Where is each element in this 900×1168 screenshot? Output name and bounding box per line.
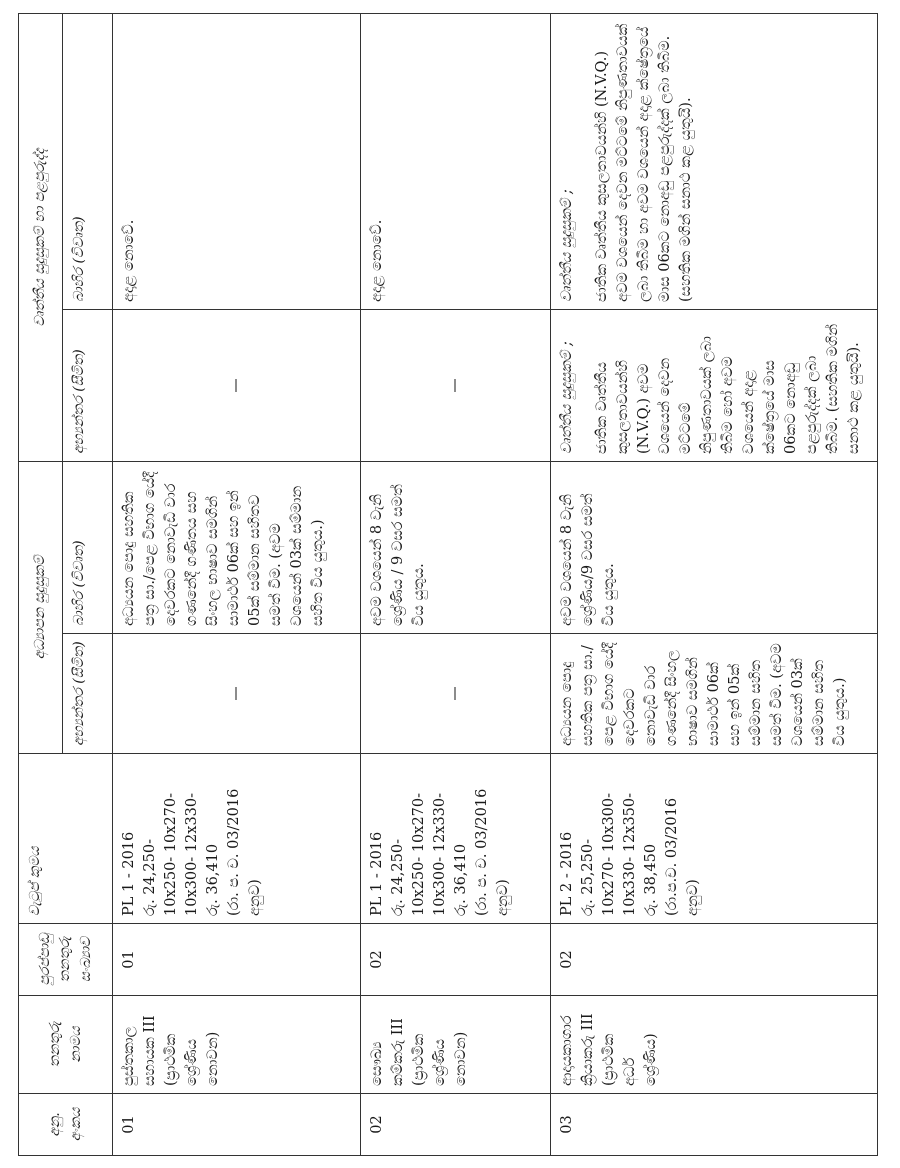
edu-internal: —: [113, 634, 361, 754]
header-vacancies: පුරප්පාඩු තනතුරු සංඛ්‍යාව: [19, 924, 113, 996]
row-no: 03: [551, 1094, 878, 1156]
voc-external-label: වෘත්තීය සුදුසුකම් ;: [559, 189, 575, 302]
header-vocational-quals: වෘත්තීය සුදුසුකම් හා පළපුරුද්ද: [19, 13, 63, 461]
header-voc-internal: අභ්‍යන්තර (සීමිත): [63, 309, 113, 461]
post-name: පුස්තකාල සහායක III (ප්‍රාථමික ශ්‍රේණිය නොවන): [113, 996, 361, 1094]
voc-external: අදාළ නොවේ.: [361, 13, 551, 309]
table-row: [551, 13, 878, 1155]
edu-internal: —: [361, 634, 551, 754]
voc-internal: —: [361, 309, 551, 461]
edu-external: අධ්‍යයන පොදු සහතික පත්‍ර සා./පෙළ විභාග යේදී දෙවරකට නොවැඩි වාර ගණනේදී ගණිතය සහ සිංහල භාෂාව සමගින් සාමාර්ථ 06ක් සහ ඉන් 05ක් සම්මාන සහිතව සමත් වීම. (අවම වශයෙන් 03ක් සම්මාන සහිත විය යුතුය.): [113, 461, 361, 633]
voc-internal: [551, 309, 878, 461]
table-row: [361, 13, 551, 1155]
post-name: සෞඛ්‍ය කම්කරු III (ප්‍රාථමික ශ්‍රේණිය නොවන): [361, 996, 551, 1094]
header-edu-external: බාහිර (විවෘත): [63, 461, 113, 633]
edu-external: අවම වශයෙන් 8 වැනි ශ්‍රේණිය/9 වසර සමත් විය යුතුය.: [551, 461, 878, 633]
header-post-name: තනතුරු නාමය: [19, 996, 113, 1094]
voc-internal-text: ජාතික වෘත්තීය කුසලතාවයන්හි (N.V.Q.) අවම වශයෙන් දෙවන මට්ටමේ නිපුණතාවයක් ලබා තිබීම හෝ අවම වශයෙන් අදාළ ක්ෂේත්‍රයේ මාස 06කට නොඅඩු පළපුරුද්දක් ලබා තිබීම. (සහතික මගින් සනාථ කළ යුතුයි).: [594, 323, 863, 454]
salary-scale: PL 1 - 2016 රු. 24,250- 10x250- 10x270- 10x300- 12x330- රු. 36,410 (රා. ප. ච. 03/2016 අනුව): [361, 754, 551, 924]
header-no: අනු. අංකය: [19, 1094, 113, 1156]
header-edu-internal: අභ්‍යන්තර (සීමිත): [63, 634, 113, 754]
voc-external: [551, 13, 878, 309]
row-no: 01: [113, 1094, 361, 1156]
header-salary: වැටුප් කුමය: [19, 754, 113, 924]
edu-external: අවම වශයෙන් 8 වැනි ශ්‍රේණිය / 9 වසර සමත් විය යුතුය.: [361, 461, 551, 633]
voc-external-text: ජාතික වෘත්තීය කුසලතාවයන්හි (N.V.Q.) අවම වශයෙන් දෙවන මට්ටමේ නිපුණතාවයක් ලබා තිබීම හා අවම වශයෙන් අදාළ ක්ෂේත්‍රයේ මාස 06කට නොඅඩු පළපුරුද්දක් ලබා තිබීම. (සහතික මගින් සනාථ කළ යුතුයි).: [594, 23, 695, 302]
table-row: [113, 13, 361, 1155]
row-no: 02: [361, 1094, 551, 1156]
vacancy-count: 02: [551, 924, 878, 996]
vacancy-table: [18, 13, 878, 1156]
header-edu-quals: අධ්‍යාපන සුදුසුකම්: [19, 461, 63, 753]
voc-internal: —: [113, 309, 361, 461]
vacancy-count: 02: [361, 924, 551, 996]
header-voc-external: බාහිර (විවෘත): [63, 13, 113, 309]
salary-scale: PL 2 - 2016 රු. 25,250- 10x270- 10x300- 10x330- 12x350- රු. 38,450 (රා.ප.ච. 03/2016 අනුව): [551, 754, 878, 924]
vacancy-count: 01: [113, 924, 361, 996]
voc-internal-label: වෘත්තීය සුදුසුකම් ;: [559, 341, 575, 454]
salary-scale: PL 1 - 2016 රු. 24,250- 10x250- 10x270- 10x300- 12x330- රු. 36,410 (රා. ප. ච. 03/2016 අනුව): [113, 754, 361, 924]
voc-external: අදාළ නොවේ.: [113, 13, 361, 309]
post-name: ආදායකාගාර ක්‍රියාකරු III (ප්‍රාථමික අර්ධ ශ්‍රේණිය): [551, 996, 878, 1094]
edu-internal: අධ්‍යයන පොදු සහතික පත්‍ර සා./පෙළ විභාග යේදී දෙවරකට නොවැඩි වාර ගණනේදී සිංහල භාෂාව සමගින් සාමාර්ථ 06ක් සහ ඉන් 05ක් සම්මාන සහිත සමත් වීම. (අවම වශයෙන් 03ක් සම්මාන සහිත විය යුතුය.): [551, 634, 878, 754]
